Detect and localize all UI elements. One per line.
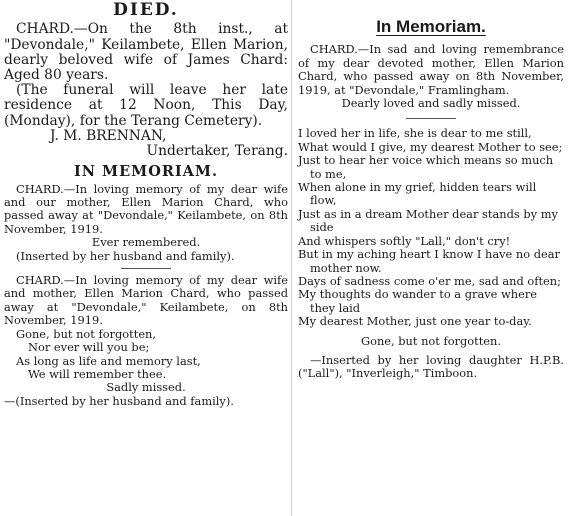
separator-rule [121,268,171,269]
poem-line: Days of sadness come o'er me, sad and often; [298,273,561,288]
column-divider [291,0,292,516]
verse-line: As long as life and memory last, [16,353,201,368]
poem-line: Just to hear her voice which means so much to me, [298,153,554,181]
funeral-notice: (The funeral will leave her late residence at 12 Noon, This Day, (Monday), for the Terang Cemetery). [4,82,288,129]
memoriam-notice-1: CHARD.—In loving memory of my dear wife and our mother, Ellen Marion Chard, who passed away at "Devondale," Keilambete, on 8th November, 1919. [4,181,288,236]
died-notice: CHARD.—On the 8th inst., at "Devondale," Keilambete, Ellen Marion, dearly beloved wife of James Chard: Aged 80 years. [4,21,288,84]
poem-line: My dearest Mother, just one year to-day. [298,314,532,329]
memoriam-notice-2: CHARD.—In loving memory of my dear wife and mother, Ellen Marion Chard, who passed away at "Devondale," Keilambete, on 8th November, 1919. [4,273,288,328]
memoriam-notice-2-signature: —(Inserted by her husband and family). [4,393,234,408]
memoriam-right-signature: —Inserted by her loving daughter H.P.B. ("Lall"), "Inverleigh," Timboon. [298,352,564,381]
poem-line: What would I give, my dearest Mother to see; [298,139,563,154]
poem-closing: Gone, but not forgotten. [360,333,501,348]
in-memoriam-heading-right: In Memoriam. [376,17,486,36]
poem-line: But in my aching heart I know I have no dear mother now. [298,247,560,275]
memoriam-poem [298,127,564,328]
memoriam-right-notice: CHARD.—In sad and loving remembrance of my dear devoted mother, Ellen Marion Chard, who passed away on 8th November, 1919, at "Devondale," Framlingham. [298,42,564,97]
memoriam-right-tagline: Dearly loved and sadly missed. [341,96,521,111]
verse-line: Nor ever will you be; [28,340,150,355]
in-memoriam-heading-left: IN MEMORIAM. [73,163,219,181]
verse-line: Gone, but not forgotten, [16,326,157,341]
died-heading: DIED. [113,0,179,20]
memoriam-notice-1-signature: (Inserted by her husband and family). [16,248,235,263]
verse-line: We will remember thee. [28,366,167,381]
memoriam-notice-1-tagline: Ever remembered. [91,235,201,250]
undertaker-name: J. M. BRENNAN, [50,127,167,144]
undertaker-title: Undertaker, Terang. [146,143,288,160]
right-column [298,0,564,381]
separator-rule [406,118,456,119]
poem-line: Just as in a dream Mother dear stands by my side [298,206,558,235]
left-column [4,0,288,408]
memoriam-notice-2-tagline: Sadly missed. [106,380,186,395]
memoriam-verse [4,328,288,382]
poem-line: My thoughts do wander to a grave where they laid [298,287,538,315]
poem-line: I loved her in life, she is dear to me still, [298,126,532,141]
poem-line: And whispers softly "Lall," don't cry! [298,233,511,248]
poem-line: When alone in my grief, hidden tears will flow, [298,180,537,208]
